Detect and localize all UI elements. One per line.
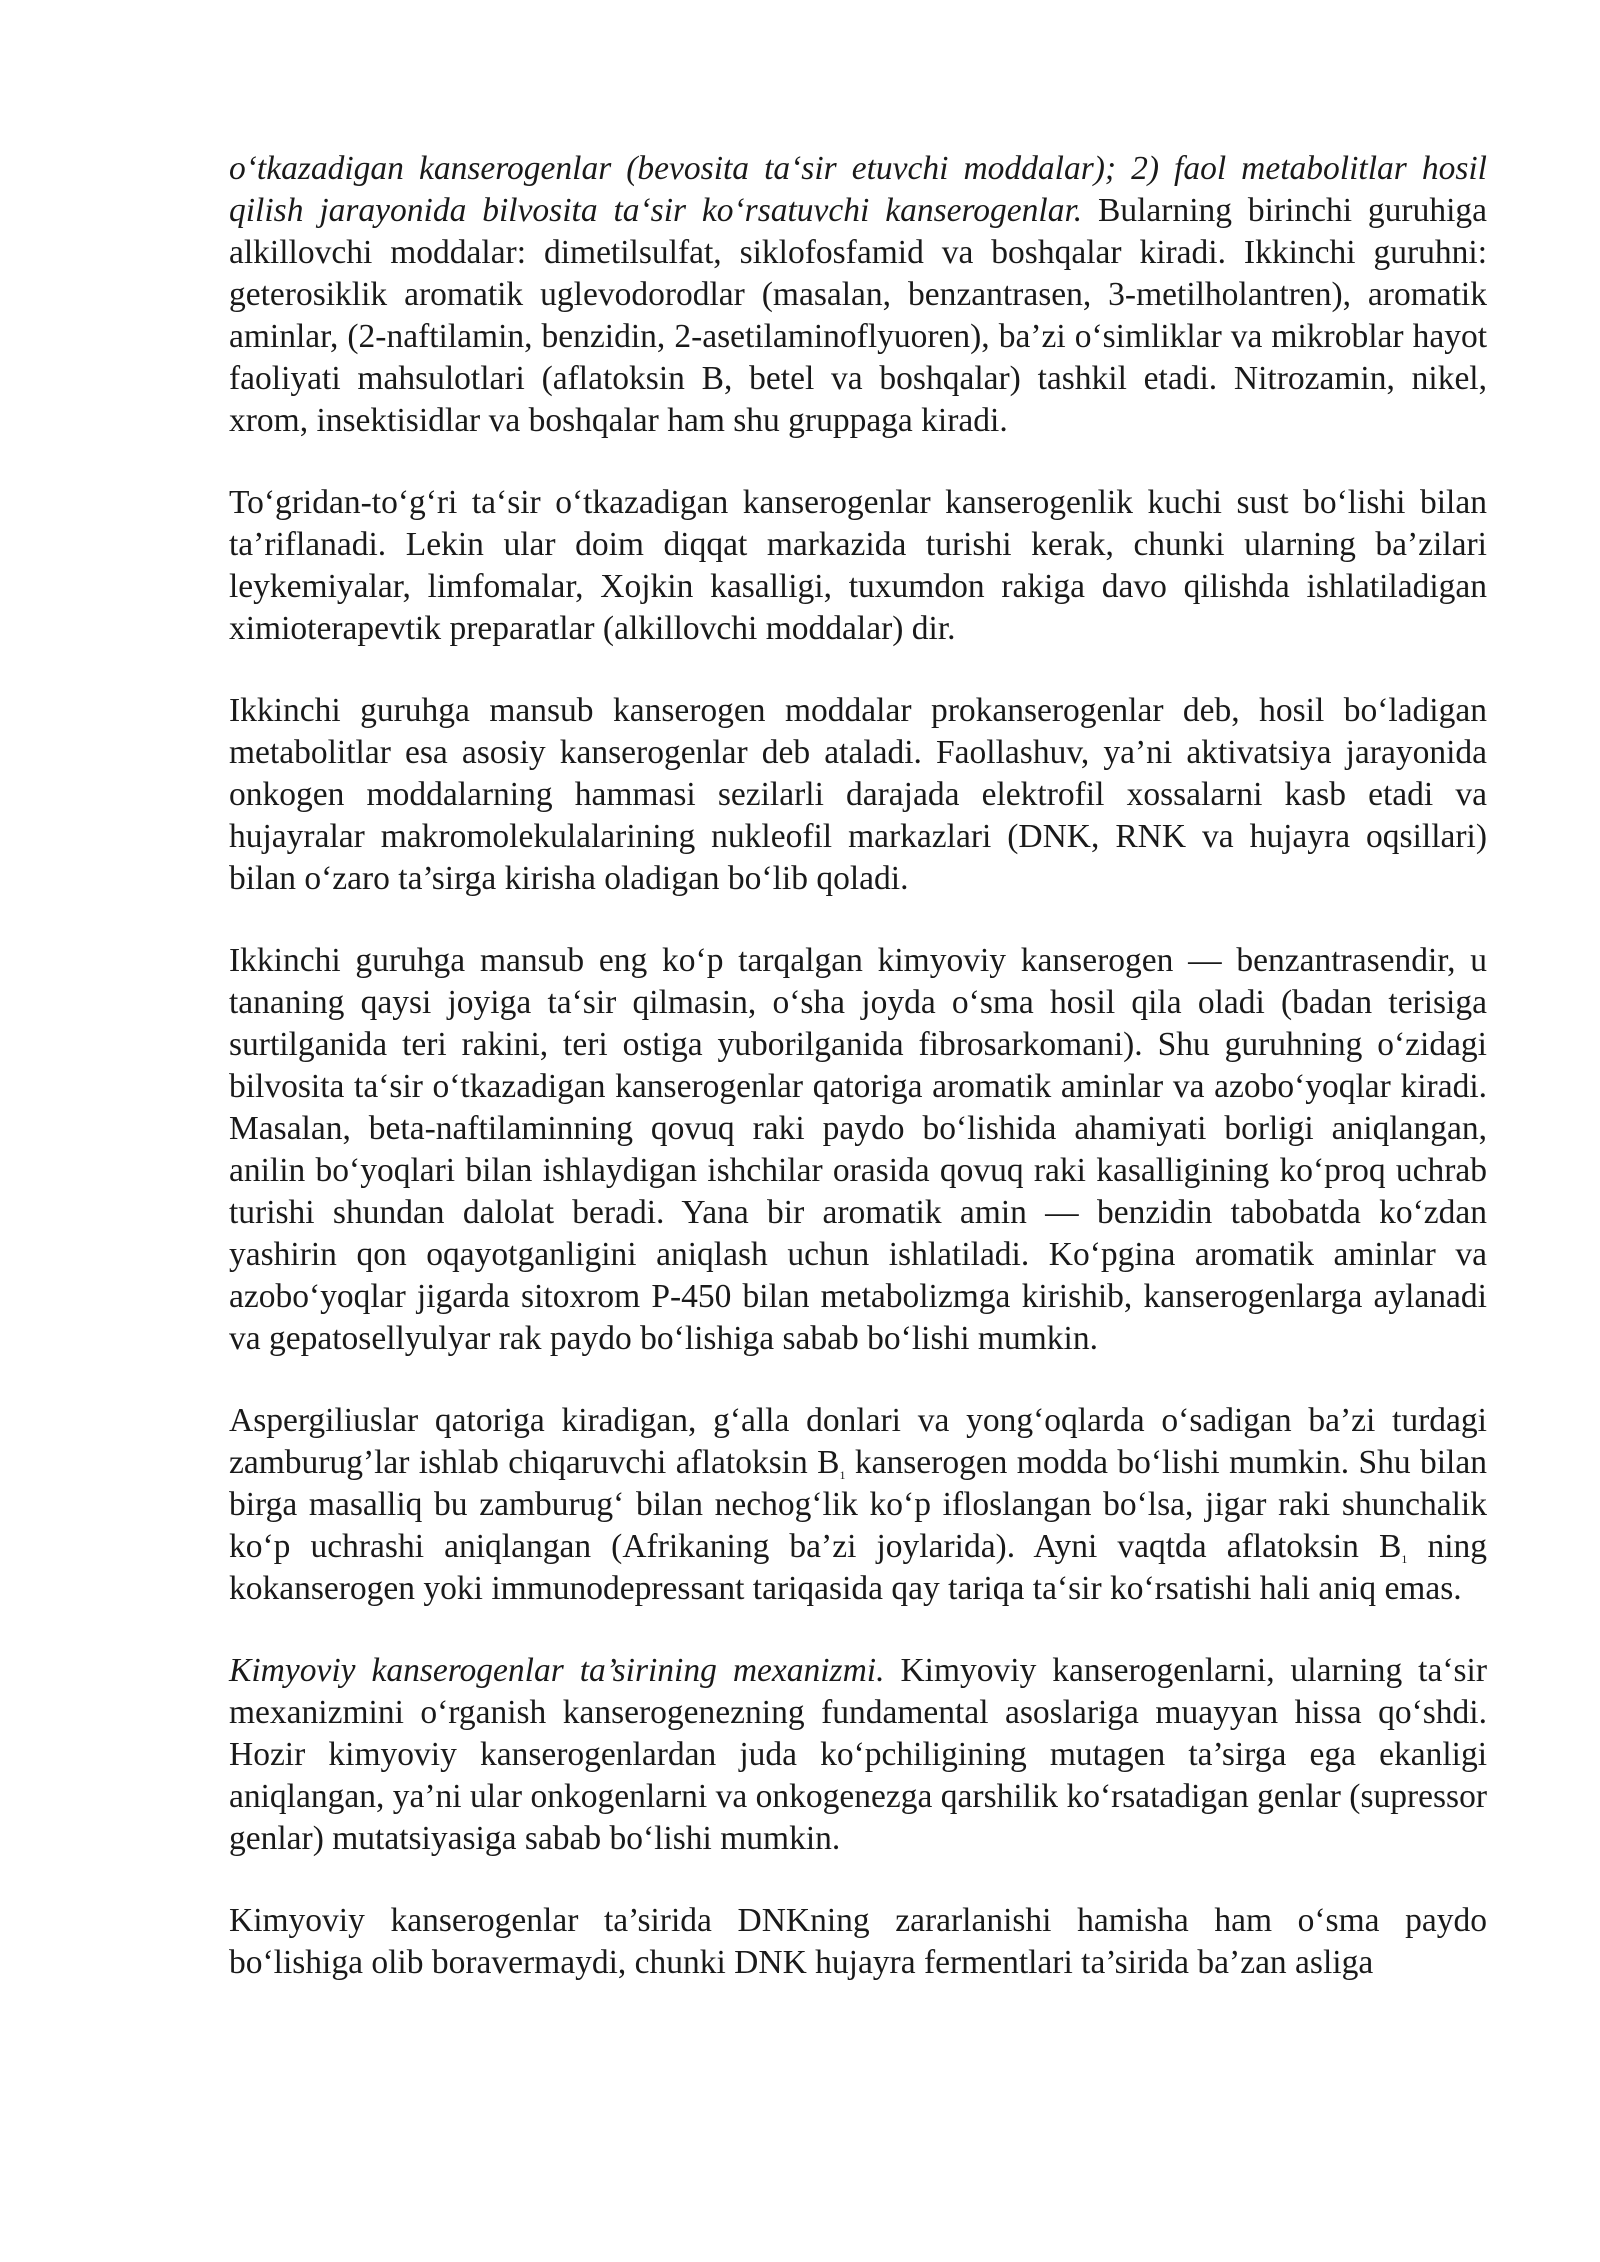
paragraph-text: Aspergiliuslar qatoriga kiradigan, g‘alla donlari va yong‘oqlarda o‘sadigan ba’zi turdagi zamburug’lar ishlab chiqaruvchi aflatoksin B <box>229 1402 1487 1481</box>
paragraph-2: To‘gridan-to‘g‘ri ta‘sir o‘tkazadigan kanserogenlar kanserogenlik kuchi sust bo‘lishi bilan ta’riflanadi. Lekin ular doim diqqat markazida turishi kerak, chunki ularning ba’zilari leykemiyalar, limfomalar, Xojkin kasalligi, tuxumdon rakiga davo qilishda ishlatiladigan ximioterapevtik preparatlar (alkillovchi moddalar) dir. <box>229 484 1487 647</box>
paragraph-text: Bularning birinchi guruhiga alkillovchi moddalar: dimetilsulfat, siklofosfamid va boshqalar kiradi. Ikkinchi guruhni: geterosiklik aromatik uglevodorodlar (masalan, benzantrasen, 3-metilholantren), aromatik aminlar, (2-naftilamin, benzidin, 2-asetilaminoflyuoren), ba’zi o‘simliklar va mikroblar hayot faoliyati mahsulotlari (aflatoksin B, betel va boshqalar) tashkil etadi. Nitrozamin, nikel, xrom, insektisidlar va boshqalar ham shu gruppaga kiradi. <box>229 192 1487 439</box>
paragraph-text: Kimyoviy kanserogenlarni, ularning ta‘sir mexanizmini o‘rganish kanserogenezning fundamental asoslariga muayyan hissa qo‘shdi. Hozir kimyoviy kanserogenlardan juda ko‘pchiligining mutagen ta’sirga ega ekanligi aniqlangan, ya’ni ular onkogenlarni va onkogenezga qarshilik ko‘rsatadigan genlar (supressor genlar) mutatsiyasiga sabab bo‘lishi mumkin. <box>229 1652 1487 1857</box>
paragraph-text: ning kokanserogen yoki immunodepressant tariqasida qay tariqa ta‘sir ko‘rsatishi hali aniq emas. <box>229 1528 1488 1607</box>
italic-heading: Kimyoviy kanserogenlar ta’sirining mexanizmi. <box>229 1652 885 1689</box>
paragraph-6 <box>229 1650 1487 1860</box>
paragraph-4: Ikkinchi guruhga mansub eng ko‘p tarqalgan kimyoviy kanserogen — benzantrasendir, u tananing qaysi joyiga ta‘sir qilmasin, o‘sha joyda o‘sma hosil qila oladi (badan terisiga surtilganida teri rakini, teri ostiga yuborilganida fibrosarkomani). Shu guruhning o‘zidagi bilvosita ta‘sir o‘tkazadigan kanserogenlar qatoriga aromatik aminlar va azobo‘yoqlar kiradi. Masalan, beta-naftilaminning qovuq raki paydo bo‘lishida ahamiyati borligi aniqlangan, anilin bo‘yoqlari bilan ishlaydigan ishchilar orasida qovuq raki kasalligining ko‘proq uchrab turishi shundan dalolat beradi. Yana bir aromatik amin — benzidin tabobatda ko‘zdan yashirin qon oqayotganligini aniqlash uchun ishlatiladi. Ko‘pgina aromatik aminlar va azobo‘yoqlar jigarda sitoxrom P-450 bilan metabolizmga kirishib, kanserogenlarga aylanadi va gepatosellyulyar rak paydo bo‘lishiga sabab bo‘lishi mumkin. <box>229 942 1487 1357</box>
document-page <box>229 148 1487 1984</box>
paragraph-1 <box>229 148 1487 442</box>
paragraph-text: kanserogen modda bo‘lishi mumkin. Shu bilan birga masalliq bu zamburug‘ bilan nechog‘lik ko‘p ifloslangan bo‘lsa, jigar raki shunchalik ko‘p uchrashi aniqlangan (Afrikaning ba’zi joylarida). Ayni vaqtda aflatoksin B <box>229 1444 1487 1565</box>
italic-lead: o‘tkazadigan kanserogenlar (bevosita ta‘sir etuvchi moddalar); 2) faol metabolitlar hosil qilish jarayonida bilvosita ta‘sir ko‘rsatuvchi kanserogenlar. <box>229 150 1487 229</box>
subscript: 1 <box>1401 1552 1408 1566</box>
paragraph-3: Ikkinchi guruhga mansub kanserogen moddalar prokanserogenlar deb, hosil bo‘ladigan metabolitlar esa asosiy kanserogenlar deb ataladi. Faollashuv, ya’ni aktivatsiya jarayonida onkogen moddalarning hammasi sezilarli darajada elektrofil xossalarni kasb etadi va hujayralar makromolekulalarining nukleofil markazlari (DNK, RNK va hujayra oqsillari) bilan o‘zaro ta’sirga kirisha oladigan bo‘lib qoladi. <box>229 692 1487 897</box>
paragraph-5 <box>229 1400 1487 1610</box>
paragraph-7: Kimyoviy kanserogenlar ta’sirida DNKning zararlanishi hamisha ham o‘sma paydo bo‘lishiga olib boravermaydi, chunki DNK hujayra fermentlari ta’sirida ba’zan asliga <box>229 1902 1487 1981</box>
subscript: 1 <box>839 1468 846 1482</box>
